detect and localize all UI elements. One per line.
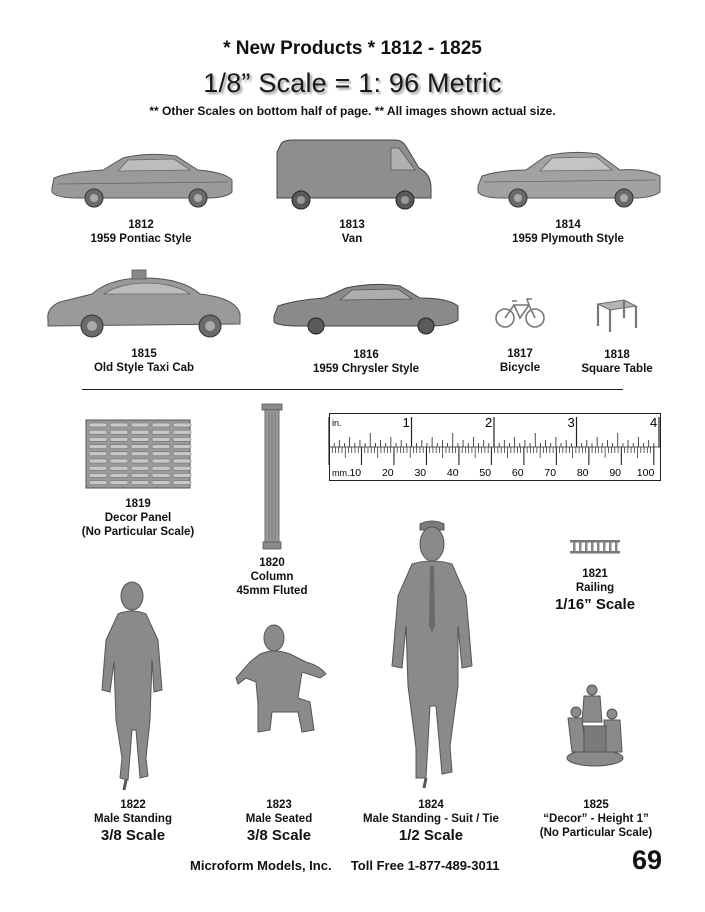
decor-panel-slot <box>89 437 107 441</box>
product-number: 1816 <box>353 349 379 361</box>
ruler-mm-label: 60 <box>511 467 524 479</box>
product-name: Male Seated <box>245 813 313 825</box>
product-name: 1959 Plymouth Style <box>512 233 624 245</box>
product-number: 1820 <box>259 557 285 569</box>
decor-panel-slot <box>173 466 191 470</box>
decor-panel-slot <box>173 452 191 456</box>
ruler-mm-unit: mm. <box>332 468 350 478</box>
decor-panel-image <box>86 420 190 488</box>
product-number: 1825 <box>583 799 609 811</box>
product-caption-1823 <box>226 798 332 845</box>
ruler-mm-label: 40 <box>446 467 459 479</box>
product-caption-1816 <box>270 348 462 376</box>
product-caption-1813 <box>271 218 433 246</box>
ruler-mm-label: 90 <box>609 467 622 479</box>
decor-panel-slot <box>173 481 191 485</box>
page-title: * New Products * 1812 - 1825 <box>223 38 482 59</box>
decor-panel-slot <box>89 452 107 456</box>
product-caption-1812 <box>48 218 234 246</box>
male-suit-tie-figure-image <box>388 516 478 788</box>
product-scale: 3/8 Scale <box>246 827 312 844</box>
decor-panel-slot <box>110 473 128 477</box>
product-caption-1824 <box>356 798 506 845</box>
product-name: Bicycle <box>499 362 541 374</box>
ruler-mm-label: 20 <box>381 467 394 479</box>
product-number: 1822 <box>120 799 146 811</box>
product-scale: 1/2 Scale <box>398 827 464 844</box>
scale-heading: 1/8” Scale = 1: 96 Metric <box>203 68 502 98</box>
decor-panel-slot <box>152 466 170 470</box>
ruler-inch-label: 2 <box>485 415 493 430</box>
product-number: 1819 <box>125 498 151 510</box>
decor-panel-slot <box>110 423 128 427</box>
decor-panel-slot <box>89 481 107 485</box>
decor-panel-slot <box>110 459 128 463</box>
product-caption-1815 <box>44 347 244 375</box>
product-scale: 1/16” Scale <box>554 596 636 613</box>
product-name: Male Standing - Suit / Tie <box>363 813 499 825</box>
product-name: 1959 Pontiac Style <box>90 233 192 245</box>
ruler-inch-label: 4 <box>650 415 658 430</box>
product-note: 45mm Fluted <box>236 585 308 597</box>
decor-panel-slot <box>89 430 107 434</box>
phone-number: Toll Free 1-877-489-3011 <box>350 858 500 873</box>
decor-panel-slot <box>152 430 170 434</box>
ruler-mm-label: 30 <box>414 467 427 479</box>
product-number: 1813 <box>339 219 365 231</box>
decor-panel-slot <box>131 423 149 427</box>
product-number: 1823 <box>266 799 292 811</box>
product-name: Decor Panel <box>104 512 172 524</box>
decor-panel-slot <box>89 459 107 463</box>
pontiac-car-image <box>48 150 234 212</box>
product-note: (No Particular Scale) <box>81 526 195 538</box>
decor-panel-slot <box>89 445 107 449</box>
product-note: (No Particular Scale) <box>539 827 653 839</box>
decor-panel-slot <box>152 437 170 441</box>
product-number: 1821 <box>582 568 608 580</box>
product-caption-1818 <box>572 348 662 376</box>
decor-panel-slot <box>110 430 128 434</box>
product-name: “Decor” - Height 1” <box>543 813 649 825</box>
footer <box>190 858 499 873</box>
product-caption-1822 <box>76 798 190 845</box>
decor-panel-slot <box>173 423 191 427</box>
ruler-inch-label: 1 <box>402 415 410 430</box>
decor-panel-slot <box>110 466 128 470</box>
section-divider <box>82 389 623 390</box>
decor-panel-slot <box>152 481 170 485</box>
taxi-cab-image <box>44 268 244 344</box>
decor-panel-slot <box>110 437 128 441</box>
decor-panel-slot <box>173 473 191 477</box>
product-name: Square Table <box>581 363 653 375</box>
chrysler-car-image <box>270 282 462 342</box>
van-image <box>271 138 433 214</box>
decor-panel-slot <box>173 445 191 449</box>
decor-panel-slot <box>131 445 149 449</box>
decor-panel-slot <box>110 481 128 485</box>
decor-panel-slot <box>152 459 170 463</box>
scale-note: ** Other Scales on bottom half of page. ** All images shown actual size. <box>149 104 556 118</box>
product-number: 1824 <box>418 799 444 811</box>
decor-panel-slot <box>152 445 170 449</box>
ruler-mm-label: 10 <box>349 467 362 479</box>
product-number: 1815 <box>131 348 157 360</box>
decor-panel-slot <box>110 452 128 456</box>
product-number: 1812 <box>128 219 154 231</box>
decor-panel-slot <box>131 466 149 470</box>
square-table-image <box>594 296 638 336</box>
bicycle-image <box>494 296 546 330</box>
product-name: Van <box>341 233 363 245</box>
product-name: Male Standing <box>94 813 172 825</box>
product-caption-1814 <box>474 218 662 246</box>
decor-panel-slot <box>131 430 149 434</box>
product-name: Old Style Taxi Cab <box>93 362 195 374</box>
decor-panel-slot <box>110 445 128 449</box>
product-caption-1821 <box>544 567 646 614</box>
decor-panel-slot <box>89 466 107 470</box>
measuring-ruler <box>329 413 661 481</box>
ruler-mm-label: 70 <box>544 467 557 479</box>
decor-panel-slot <box>173 430 191 434</box>
ruler-inch-label: 3 <box>567 415 575 430</box>
decor-panel-slot <box>131 459 149 463</box>
decor-panel-slot <box>152 452 170 456</box>
male-standing-figure-image <box>96 580 170 790</box>
male-seated-figure-image <box>236 622 332 734</box>
decor-panel-slot <box>152 473 170 477</box>
company-name: Microform Models, Inc. <box>190 858 332 873</box>
decor-panel-slot <box>152 423 170 427</box>
decor-panel-slot <box>173 459 191 463</box>
decor-figurine-image <box>562 682 628 768</box>
product-caption-1825 <box>528 798 664 840</box>
ruler-mm-label: 100 <box>636 467 655 479</box>
plymouth-car-image <box>474 150 662 212</box>
product-name: Column <box>250 571 294 583</box>
product-caption-1819 <box>76 497 200 539</box>
ruler-mm-label: 50 <box>479 467 492 479</box>
decor-panel-slot <box>131 452 149 456</box>
decor-panel-slot <box>131 481 149 485</box>
decor-panel-slot <box>173 437 191 441</box>
product-caption-1820 <box>222 556 322 598</box>
product-name: 1959 Chrysler Style <box>312 363 420 375</box>
decor-panel-slot <box>131 437 149 441</box>
product-number: 1818 <box>604 349 630 361</box>
product-number: 1817 <box>507 348 533 360</box>
fluted-column-image <box>260 404 284 550</box>
product-caption-1817 <box>480 347 560 375</box>
ruler-inch-unit: in. <box>332 418 342 428</box>
railing-image <box>570 540 620 554</box>
product-scale: 3/8 Scale <box>100 827 166 844</box>
page-number: 69 <box>632 845 663 875</box>
product-number: 1814 <box>555 219 581 231</box>
decor-panel-slot <box>89 473 107 477</box>
product-name: Railing <box>575 582 615 594</box>
ruler-mm-label: 80 <box>576 467 589 479</box>
decor-panel-slot <box>131 473 149 477</box>
decor-panel-slot <box>89 423 107 427</box>
